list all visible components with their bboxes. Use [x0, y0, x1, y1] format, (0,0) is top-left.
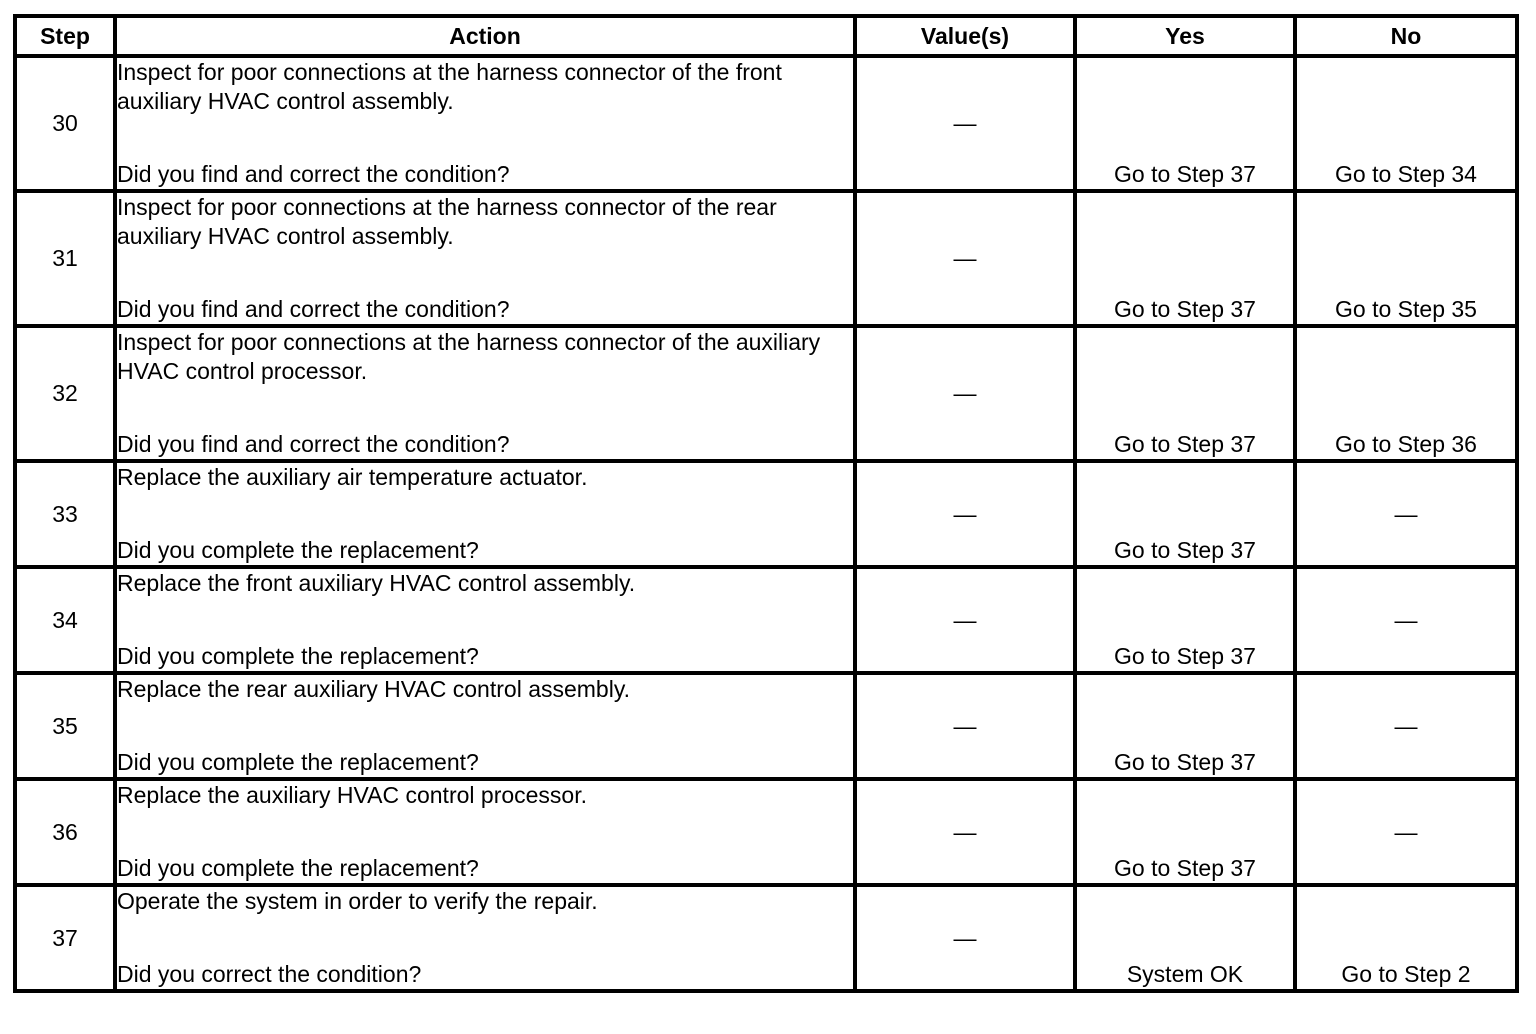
value-cell: —	[855, 885, 1075, 991]
value-cell: —	[855, 56, 1075, 191]
no-cell: Go to Step 2	[1295, 885, 1517, 991]
diagnostic-table	[13, 14, 1519, 993]
value-cell: —	[855, 461, 1075, 567]
action-question: Did you correct the condition?	[117, 961, 422, 987]
table-row	[15, 885, 1517, 991]
yes-cell: Go to Step 37	[1075, 567, 1295, 673]
step-number: 34	[15, 567, 115, 673]
action-cell	[115, 673, 855, 779]
table-row	[15, 779, 1517, 885]
value-cell: —	[855, 673, 1075, 779]
header-step: Step	[15, 16, 115, 56]
action-question: Did you complete the replacement?	[117, 643, 479, 669]
action-question: Did you complete the replacement?	[117, 537, 479, 563]
header-action: Action	[115, 16, 855, 56]
action-question: Did you complete the replacement?	[117, 855, 479, 881]
no-cell: Go to Step 35	[1295, 191, 1517, 326]
table-row	[15, 326, 1517, 461]
action-instruction: Inspect for poor connections at the harness connector of the front auxiliary HVAC control assembly.	[117, 59, 782, 114]
no-cell: —	[1295, 567, 1517, 673]
table-row	[15, 673, 1517, 779]
table-row	[15, 461, 1517, 567]
yes-cell: Go to Step 37	[1075, 673, 1295, 779]
value-cell: —	[855, 191, 1075, 326]
step-number: 37	[15, 885, 115, 991]
action-instruction: Operate the system in order to verify the repair.	[117, 888, 598, 914]
table-row	[15, 56, 1517, 191]
action-cell	[115, 326, 855, 461]
action-instruction: Inspect for poor connections at the harness connector of the rear auxiliary HVAC control assembly.	[117, 194, 777, 249]
action-question: Did you find and correct the condition?	[117, 296, 510, 322]
yes-cell: Go to Step 37	[1075, 461, 1295, 567]
action-instruction: Inspect for poor connections at the harness connector of the auxiliary HVAC control processor.	[117, 329, 821, 384]
value-cell: —	[855, 326, 1075, 461]
yes-cell: System OK	[1075, 885, 1295, 991]
step-number: 31	[15, 191, 115, 326]
action-cell	[115, 461, 855, 567]
action-instruction: Replace the front auxiliary HVAC control assembly.	[117, 570, 636, 596]
table-row	[15, 191, 1517, 326]
no-cell: —	[1295, 673, 1517, 779]
action-cell	[115, 567, 855, 673]
action-question: Did you complete the replacement?	[117, 749, 479, 775]
step-number: 33	[15, 461, 115, 567]
step-number: 36	[15, 779, 115, 885]
no-cell: Go to Step 34	[1295, 56, 1517, 191]
yes-cell: Go to Step 37	[1075, 779, 1295, 885]
action-instruction: Replace the auxiliary HVAC control processor.	[117, 782, 588, 808]
value-cell: —	[855, 567, 1075, 673]
no-cell: —	[1295, 779, 1517, 885]
table-row	[15, 567, 1517, 673]
step-number: 32	[15, 326, 115, 461]
action-cell	[115, 885, 855, 991]
step-number: 35	[15, 673, 115, 779]
action-question: Did you find and correct the condition?	[117, 161, 510, 187]
action-instruction: Replace the auxiliary air temperature actuator.	[117, 464, 588, 490]
action-question: Did you find and correct the condition?	[117, 431, 510, 457]
yes-cell: Go to Step 37	[1075, 56, 1295, 191]
value-cell: —	[855, 779, 1075, 885]
header-no: No	[1295, 16, 1517, 56]
action-instruction: Replace the rear auxiliary HVAC control assembly.	[117, 676, 631, 702]
header-values: Value(s)	[855, 16, 1075, 56]
no-cell: —	[1295, 461, 1517, 567]
no-cell: Go to Step 36	[1295, 326, 1517, 461]
yes-cell: Go to Step 37	[1075, 191, 1295, 326]
step-number: 30	[15, 56, 115, 191]
header-yes: Yes	[1075, 16, 1295, 56]
action-cell	[115, 779, 855, 885]
yes-cell: Go to Step 37	[1075, 326, 1295, 461]
header-row	[15, 16, 1517, 56]
action-cell	[115, 56, 855, 191]
action-cell	[115, 191, 855, 326]
